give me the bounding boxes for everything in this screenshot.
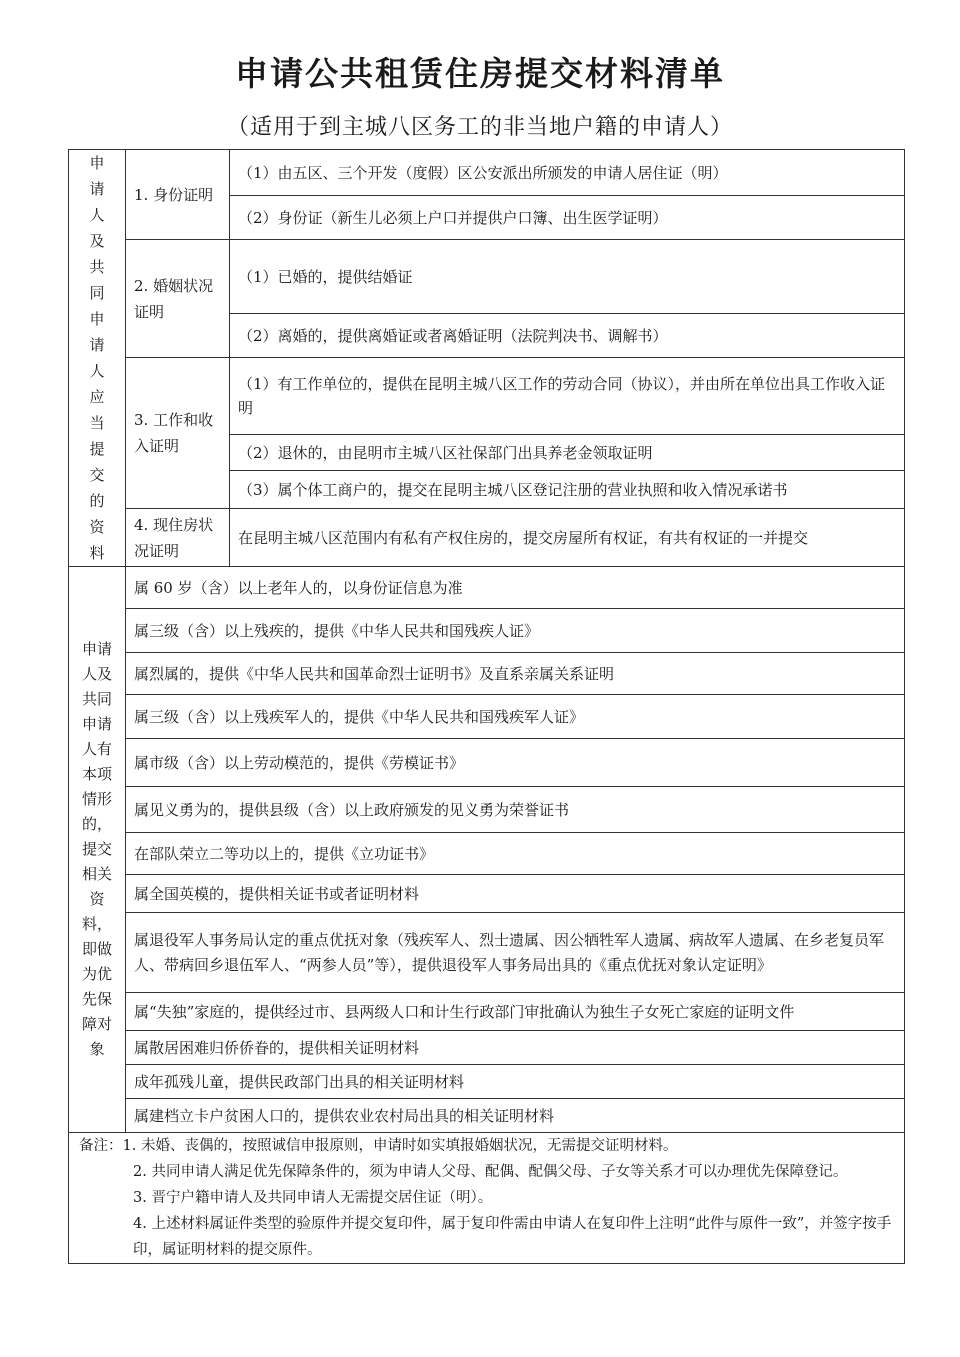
- list-item: 属全国英模的，提供相关证书或者证明材料: [126, 875, 905, 913]
- list-item: 属“失独”家庭的，提供经过市、县两级人口和计生行政部门审批确认为独生子女死亡家庭的证明文件: [126, 993, 905, 1031]
- note-item: 4. 上述材料属证件类型的验原件并提交复印件，属于复印件需由申请人在复印件上注明“此件与原件一致”，并签字按手印，属证明材料的提交原件。: [133, 1216, 892, 1258]
- table-row: [69, 653, 905, 695]
- table-row: [69, 1065, 905, 1099]
- table-row: [69, 1133, 905, 1264]
- group-label-identity: 1. 身份证明: [126, 150, 230, 240]
- table-row: [69, 150, 905, 196]
- table-row: [69, 787, 905, 833]
- notes-cell: [69, 1133, 905, 1264]
- group-label-marriage: 2. 婚姻状况证明: [126, 240, 230, 358]
- list-item: 属市级（含）以上劳动模范的，提供《劳模证书》: [126, 739, 905, 787]
- group-label-income: 3. 工作和收入证明: [126, 358, 230, 509]
- table-row: [69, 833, 905, 875]
- list-item: 属三级（含）以上残疾的，提供《中华人民共和国残疾人证》: [126, 609, 905, 653]
- list-item: 在昆明主城八区范围内有私有产权住房的，提交房屋所有权证，有共有权证的一并提交: [230, 509, 905, 567]
- table-row: [69, 509, 905, 567]
- table-row: [69, 993, 905, 1031]
- list-item: 属退役军人事务局认定的重点优抚对象（残疾军人、烈士遗属、因公牺牲军人遗属、病故军人遗属、在乡老复员军人、带病回乡退伍军人、“两参人员”等），提供退役军人事务局出具的《重点优抚对象认定证明》: [126, 913, 905, 993]
- list-item: 属建档立卡户贫困人口的，提供农业农村局出具的相关证明材料: [126, 1099, 905, 1133]
- list-item: 属三级（含）以上残疾军人的，提供《中华人民共和国残疾军人证》: [126, 695, 905, 739]
- notes-head: 备注：: [79, 1138, 123, 1154]
- list-item: （2）身份证（新生儿必须上户口并提供户口簿、出生医学证明）: [230, 196, 905, 240]
- table-row: [69, 567, 905, 609]
- list-item: （1）由五区、三个开发（度假）区公安派出所颁发的申请人居住证（明）: [230, 150, 905, 196]
- page-title: 申请公共租赁住房提交材料清单: [235, 54, 725, 93]
- page-subtitle: （适用于到主城八区务工的非当地户籍的申请人）: [226, 115, 733, 140]
- list-item: 属散居困难归侨侨眷的，提供相关证明材料: [126, 1031, 905, 1065]
- table-row: [69, 739, 905, 787]
- table-row: [69, 875, 905, 913]
- list-item: （1）已婚的，提供结婚证: [230, 240, 905, 314]
- list-item: 属 60 岁（含）以上老年人的，以身份证信息为准: [126, 567, 905, 609]
- list-item: 在部队荣立二等功以上的，提供《立功证书》: [126, 833, 905, 875]
- list-item: 成年孤残儿童，提供民政部门出具的相关证明材料: [126, 1065, 905, 1099]
- table-row: [69, 609, 905, 653]
- note-item: 1. 未婚、丧偶的，按照诚信申报原则，申请时如实填报婚姻状况，无需提交证明材料。: [122, 1138, 678, 1154]
- section1-label: 申请人及共同申请人应当提交的资料: [69, 150, 126, 567]
- list-item: （2）离婚的，提供离婚证或者离婚证明（法院判决书、调解书）: [230, 314, 905, 358]
- group-label-housing: 4. 现住房状况证明: [126, 509, 230, 567]
- table-row: [69, 240, 905, 314]
- note-item: 2. 共同申请人满足优先保障条件的，须为申请人父母、配偶、配偶父母、子女等关系才可以办理优先保障登记。: [133, 1164, 848, 1180]
- table-row: [69, 913, 905, 993]
- section2-label: 申请人及共同申请人有本项情形的，提交相关资料，即做为优先保障对象: [69, 567, 126, 1133]
- list-item: （2）退休的，由昆明市主城八区社保部门出具养老金领取证明: [230, 435, 905, 471]
- note-item: 3. 晋宁户籍申请人及共同申请人无需提交居住证（明）。: [133, 1190, 493, 1206]
- materials-table: [68, 149, 905, 1264]
- table-row: [69, 1031, 905, 1065]
- table-row: [69, 1099, 905, 1133]
- list-item: 属烈属的，提供《中华人民共和国革命烈士证明书》及直系亲属关系证明: [126, 653, 905, 695]
- list-item: （1）有工作单位的，提供在昆明主城八区工作的劳动合同（协议），并由所在单位出具工作收入证明: [230, 358, 905, 435]
- table-row: [69, 695, 905, 739]
- list-item: 属见义勇为的，提供县级（含）以上政府颁发的见义勇为荣誉证书: [126, 787, 905, 833]
- list-item: （3）属个体工商户的，提交在昆明主城八区登记注册的营业执照和收入情况承诺书: [230, 471, 905, 509]
- table-row: [69, 358, 905, 435]
